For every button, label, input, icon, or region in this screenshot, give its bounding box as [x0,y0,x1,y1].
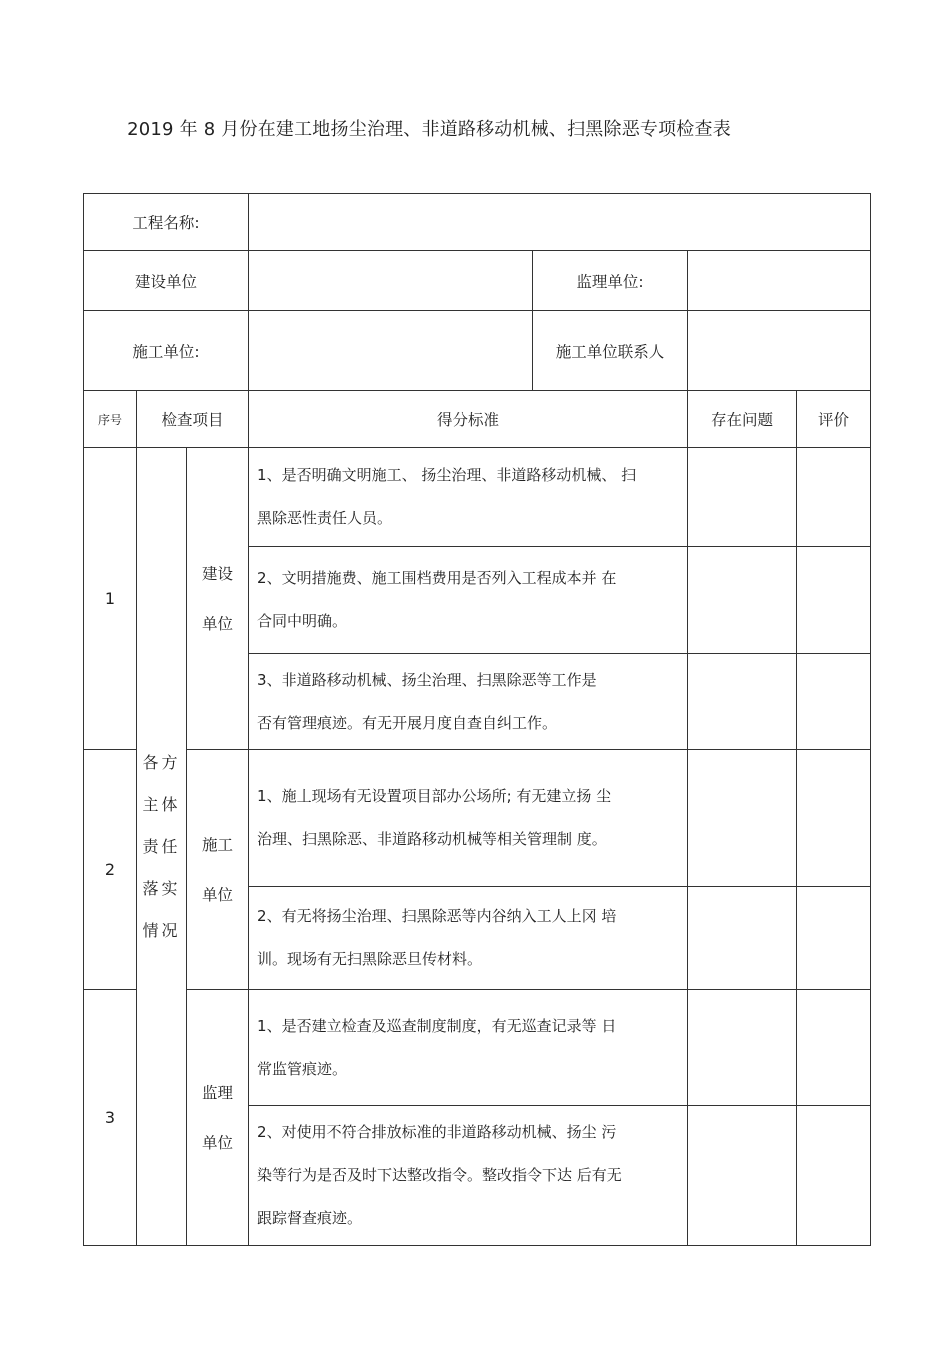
column-header-seq: 序号 [84,391,137,448]
header-row-owner [84,251,871,311]
unit-label: 建设 单位 [187,448,249,750]
column-header-evaluation: 评价 [797,391,871,448]
column-header-criteria: 得分标准 [249,391,688,448]
inspection-table [83,193,871,1246]
header-row-project [84,194,871,251]
table-row [84,448,871,547]
contractor-contact-label: 施工单位联系人 [533,311,688,391]
problems-cell[interactable] [688,1106,797,1246]
group-seq: 1 [84,448,137,750]
evaluation-cell[interactable] [797,654,871,750]
column-header-problems: 存在问题 [688,391,797,448]
criteria-text: 3、非道路移动机械、扬尘治理、扫黑除恶等工作是 否有管理痕迹。有无开展月度自查自纠工作。 [249,654,688,750]
criteria-text: 2、文明措施费、施工围档费用是否列入工程成本并 在 合同中明确。 [249,547,688,654]
criteria-text: 1、施丄现场有无设置项目部办公场所; 有无建立扬 尘 治理、扫黑除恶、非道路移动机械等相关管理制 度。 [249,750,688,887]
contractor-field[interactable] [249,311,533,391]
unit-label: 监理 单位 [187,990,249,1246]
unit-label: 施工 单位 [187,750,249,990]
project-name-field[interactable] [249,194,871,251]
problems-cell[interactable] [688,750,797,887]
supervision-label: 监理单位: [533,251,688,311]
criteria-text: 2、对使用不符合排放标准的非道路移动机械、扬尘 污 染等行为是否及时下达整改指令。整改指令下达 后有无 跟踪督查痕迹。 [249,1106,688,1246]
problems-cell[interactable] [688,990,797,1106]
project-name-label: 工程名称: [84,194,249,251]
contractor-contact-field[interactable] [688,311,871,391]
header-row-contractor [84,311,871,391]
evaluation-cell[interactable] [797,1106,871,1246]
criteria-text: 2、有无将扬尘治理、扫黑除恶等内谷纳入工人上冈 培 训。现场有无扫黑除恶旦传材料。 [249,887,688,990]
construction-owner-field[interactable] [249,251,533,311]
problems-cell[interactable] [688,887,797,990]
evaluation-cell[interactable] [797,990,871,1106]
table-row [84,750,871,887]
construction-owner-label: 建设单位 [84,251,249,311]
evaluation-cell[interactable] [797,750,871,887]
evaluation-cell[interactable] [797,887,871,990]
problems-cell[interactable] [688,448,797,547]
column-header-row [84,391,871,448]
contractor-label: 施工单位: [84,311,249,391]
supervision-field[interactable] [688,251,871,311]
criteria-text: 1、是否建立检查及巡查制度制度，有无巡查记录等 日 常监管痕迹。 [249,990,688,1106]
criteria-text: 1、是否明确文明施工、 扬尘治理、非道路移动机械、 扫 黑除恶性责任人员。 [249,448,688,547]
table-row [84,990,871,1106]
evaluation-cell[interactable] [797,547,871,654]
evaluation-cell[interactable] [797,448,871,547]
group-seq: 2 [84,750,137,990]
column-header-item: 检查项目 [137,391,249,448]
problems-cell[interactable] [688,654,797,750]
page-title: 2019 年 8 月份在建工地扬尘治理、非道路移动机械、扫黑除恶专项检查表 [127,119,731,140]
group-seq: 3 [84,990,137,1246]
category-label: 各方 主体 责任 落实 情况 [137,448,187,1246]
problems-cell[interactable] [688,547,797,654]
